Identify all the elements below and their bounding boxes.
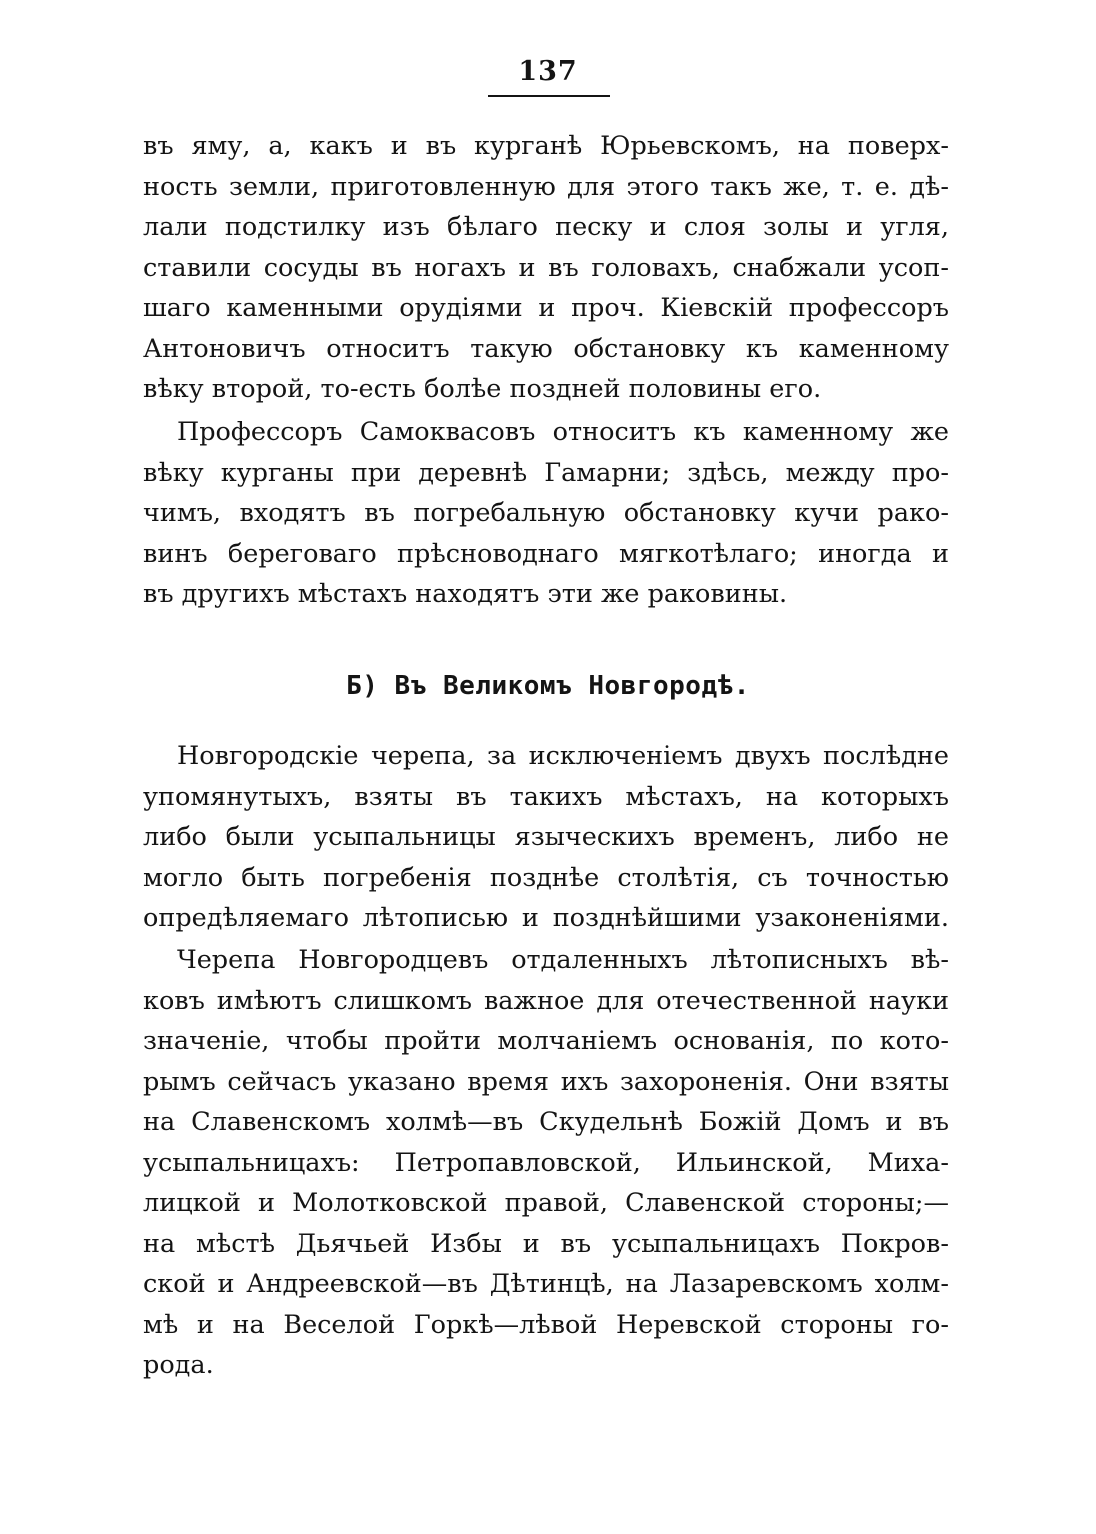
text-line: мѣ и на Веселой Горкѣ—лѣвой Неревской стороны го- [143,1309,949,1340]
text-line: опредѣляемаго лѣтописью и позднѣйшими узаконеніями. [143,903,949,933]
text-line: вѣку второй, то-есть болѣе поздней половины его. [143,374,822,404]
paragraph-1 [143,126,949,410]
text-line: на мѣстѣ Дьячьей Избы и въ усыпальницахъ Покров- [143,1228,949,1259]
text-line: Черепа Новгородцевъ отдаленныхъ лѣтописныхъ вѣ- [177,945,949,975]
text-line: вѣку курганы при деревнѣ Гамарни; здѣсь, между про- [143,457,949,488]
text-line: ставили сосуды въ ногахъ и въ головахъ, снабжали усоп- [143,252,949,283]
text-line: ковъ имѣютъ слишкомъ важное для отечественной науки [143,985,949,1016]
text-line: ской и Андреевской—въ Дѣтинцѣ, на Лазаревскомъ холм- [143,1269,949,1299]
text-line: значеніе, чтобы пройти молчаніемъ основанія, по кото- [143,1026,949,1056]
paragraph-4 [143,940,949,1386]
text-line: Новгородскіе черепа, за исключеніемъ двухъ послѣдне [177,741,949,771]
page-number: 137 [518,56,578,87]
text-line: рода. [143,1350,214,1380]
text-line: лицкой и Молотковской правой, Славенской стороны;— [143,1188,949,1218]
text-line: Антоновичъ относитъ такую обстановку къ каменному [143,333,949,364]
text-line: винъ береговаго прѣсноводнаго мягкотѣлаго; иногда и [143,538,949,569]
text-line: шаго каменными орудіями и проч. Кіевскій профессоръ [143,293,949,323]
text-line: Профессоръ Самоквасовъ относитъ къ каменному же [177,417,949,447]
text-line: усыпальницахъ: Петропавловской, Ильинской, Миха- [143,1147,949,1178]
text-line: могло быть погребенія позднѣе столѣтія, съ точностью [143,862,949,893]
paragraph-3 [143,736,949,939]
text-line: въ другихъ мѣстахъ находятъ эти же раковины. [143,579,788,609]
text-line: упомянутыхъ, взяты въ такихъ мѣстахъ, на которыхъ [143,781,949,812]
text-line: лали подстилку изъ бѣлаго песку и слоя золы и угля, [143,212,949,242]
text-line: въ яму, а, какъ и въ курганѣ Юрьевскомъ, на поверх- [143,131,949,161]
text-line: либо были усыпальницы языческихъ временъ, либо не [143,822,949,852]
text-line: на Славенскомъ холмѣ—въ Скудельнѣ Божій Домъ и въ [143,1107,949,1137]
page-number-rule [488,95,610,97]
text-line: ность земли, приготовленную для этого такъ же, т. е. дѣ- [143,171,949,202]
section-heading: Б) Въ Великомъ Новгородѣ. [346,671,750,701]
paragraph-2 [143,412,949,615]
text-line: чимъ, входятъ въ погребальную обстановку кучи рако- [143,498,949,528]
text-line: рымъ сейчасъ указано время ихъ захороненія. Они взяты [143,1066,949,1097]
